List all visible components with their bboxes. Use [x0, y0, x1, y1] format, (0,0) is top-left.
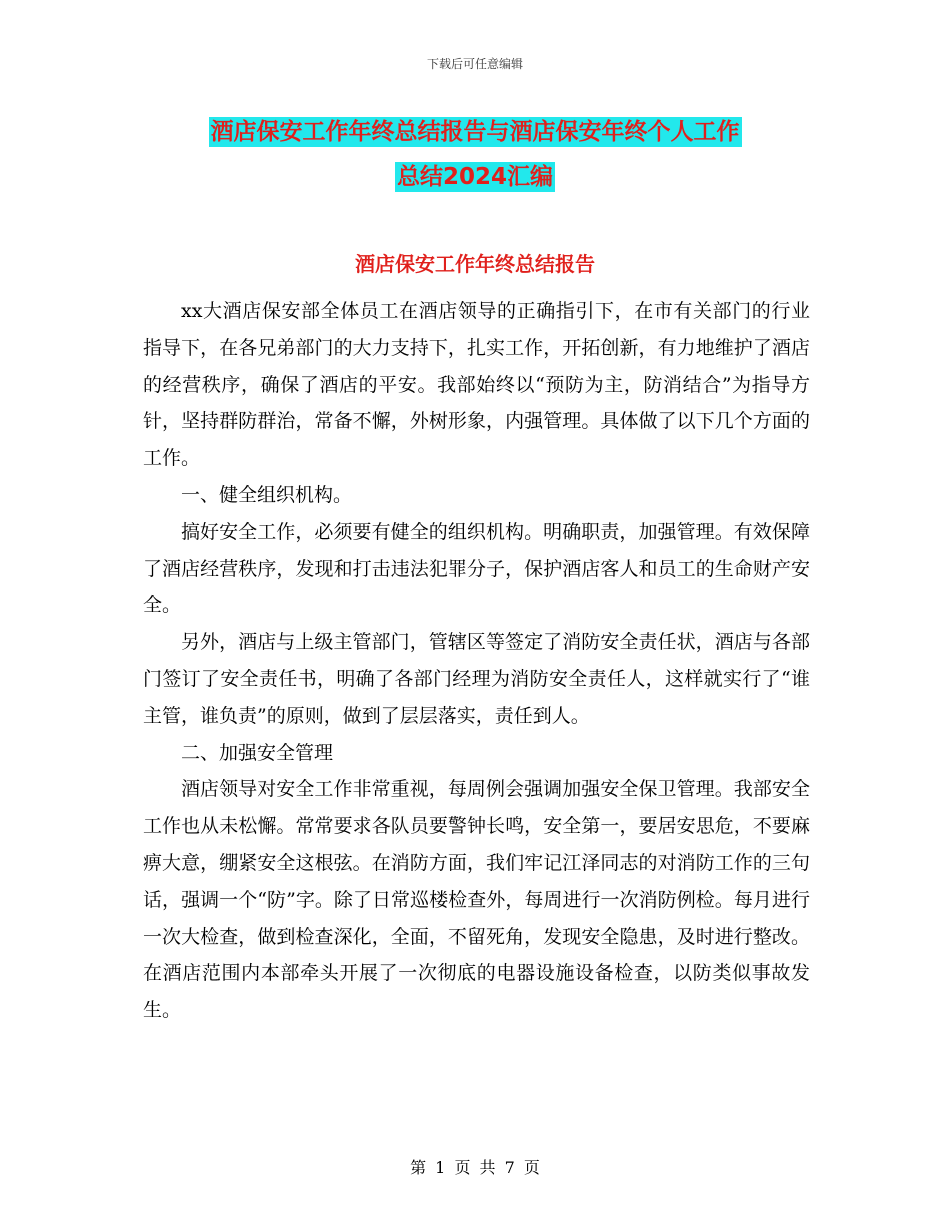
title-line-1: 酒店保安工作年终总结报告与酒店保安年终个人工作: [210, 119, 740, 145]
body-text: [143, 293, 810, 1029]
paragraph: 搞好安全工作，必须要有健全的组织机构。明确职责，加强管理。有效保障了酒店经营秩序，发现和打击违法犯罪分子，保护酒店客人和员工的生命财产安全。: [143, 520, 810, 617]
page-footer: 第 1 页 共 7 页: [410, 1158, 540, 1177]
paragraph-intro: xx大酒店保安部全体员工在酒店领导的正确指引下，在市有关部门的行业指导下，在各兄弟部门的大力支持下，扎实工作，开拓创新，有力地维护了酒店的经营秩序，确保了酒店的平安。我部始终以“预防为主，防消结合”为指导方针，坚持群防群治，常备不懈，外树形象，内强管理。具体做了以下几个方面的工作。: [143, 300, 810, 470]
paragraph-heading-2: 二、加强安全管理: [181, 741, 334, 764]
document-title: [0, 110, 950, 200]
header-note: 下载后可任意编辑: [426, 57, 523, 71]
section-title: 酒店保安工作年终总结报告: [355, 252, 595, 276]
paragraph: 另外，酒店与上级主管部门，管辖区等签定了消防安全责任状，酒店与各部门签订了安全责任书，明确了各部门经理为消防安全责任人，这样就实行了“谁主管，谁负责”的原则，做到了层层落实，责任到人。: [143, 631, 810, 727]
title-line-2: 总结2024汇编: [396, 164, 553, 190]
paragraph: 酒店领导对安全工作非常重视，每周例会强调加强安全保卫管理。我部安全工作也从未松懈。常常要求各队员要警钟长鸣，安全第一，要居安思危，不要麻痹大意，绷紧安全这根弦。在消防方面，我们牢记江泽同志的对消防工作的三句话，强调一个“防”字。除了日常巡楼检查外，每周进行一次消防例检。每月进行一次大检查，做到检查深化，全面，不留死角，发现安全隐患，及时进行整改。在酒店范围内本部牵头开展了一次彻底的电器设施设备检查，以防类似事故发生。: [143, 778, 810, 1022]
paragraph-heading-1: 一、健全组织机构。: [181, 483, 353, 506]
